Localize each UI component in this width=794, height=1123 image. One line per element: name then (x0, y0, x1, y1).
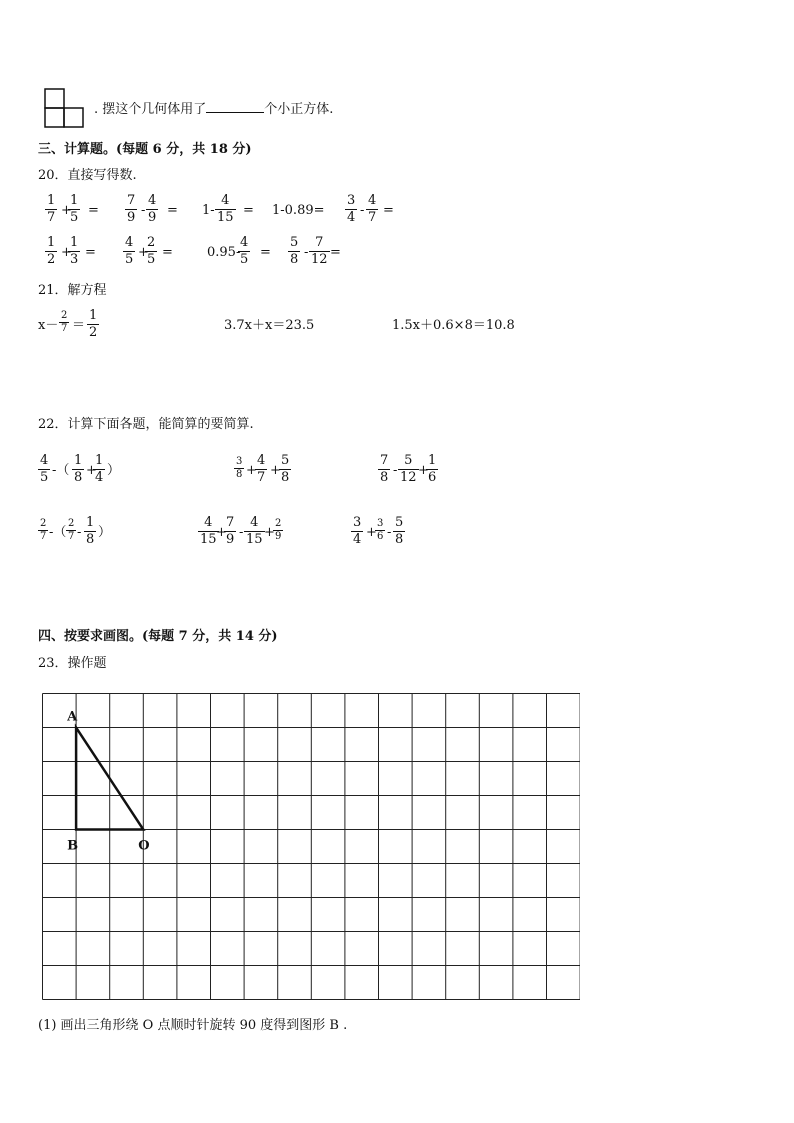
answer-blank[interactable] (206, 100, 264, 113)
vertex-label-o: O (138, 838, 150, 854)
section3-title: 三、计算题。(每题 6 分，共 18 分) (38, 142, 252, 157)
drawing-grid[interactable] (40, 691, 580, 1001)
q21-equation3: 1.5x＋0.6×8＝10.8 (392, 318, 515, 333)
vertex-label-a: A (67, 709, 78, 725)
q19-text: . 摆这个几何体用了 个小正方体. (94, 102, 334, 117)
vertex-label-b: B (67, 838, 79, 854)
cube-figure (44, 88, 84, 128)
grid-lines (43, 694, 581, 1000)
q23-title: 23．操作题 (38, 656, 107, 671)
q22-title: 22．计算下面各题，能简算的要简算. (38, 417, 254, 432)
q20-title: 20．直接写得数. (38, 168, 137, 183)
q21-equation2: 3.7x＋x＝23.5 (224, 318, 315, 333)
q21-title: 21．解方程 (38, 283, 107, 298)
q20-row1-expr4: 1-0.89= (272, 203, 325, 218)
section4-title: 四、按要求画图。(每题 7 分，共 14 分) (38, 629, 278, 644)
q23-instruction-1: (1) 画出三角形绕 O 点顺时针旋转 90 度得到图形 B . (38, 1018, 348, 1033)
